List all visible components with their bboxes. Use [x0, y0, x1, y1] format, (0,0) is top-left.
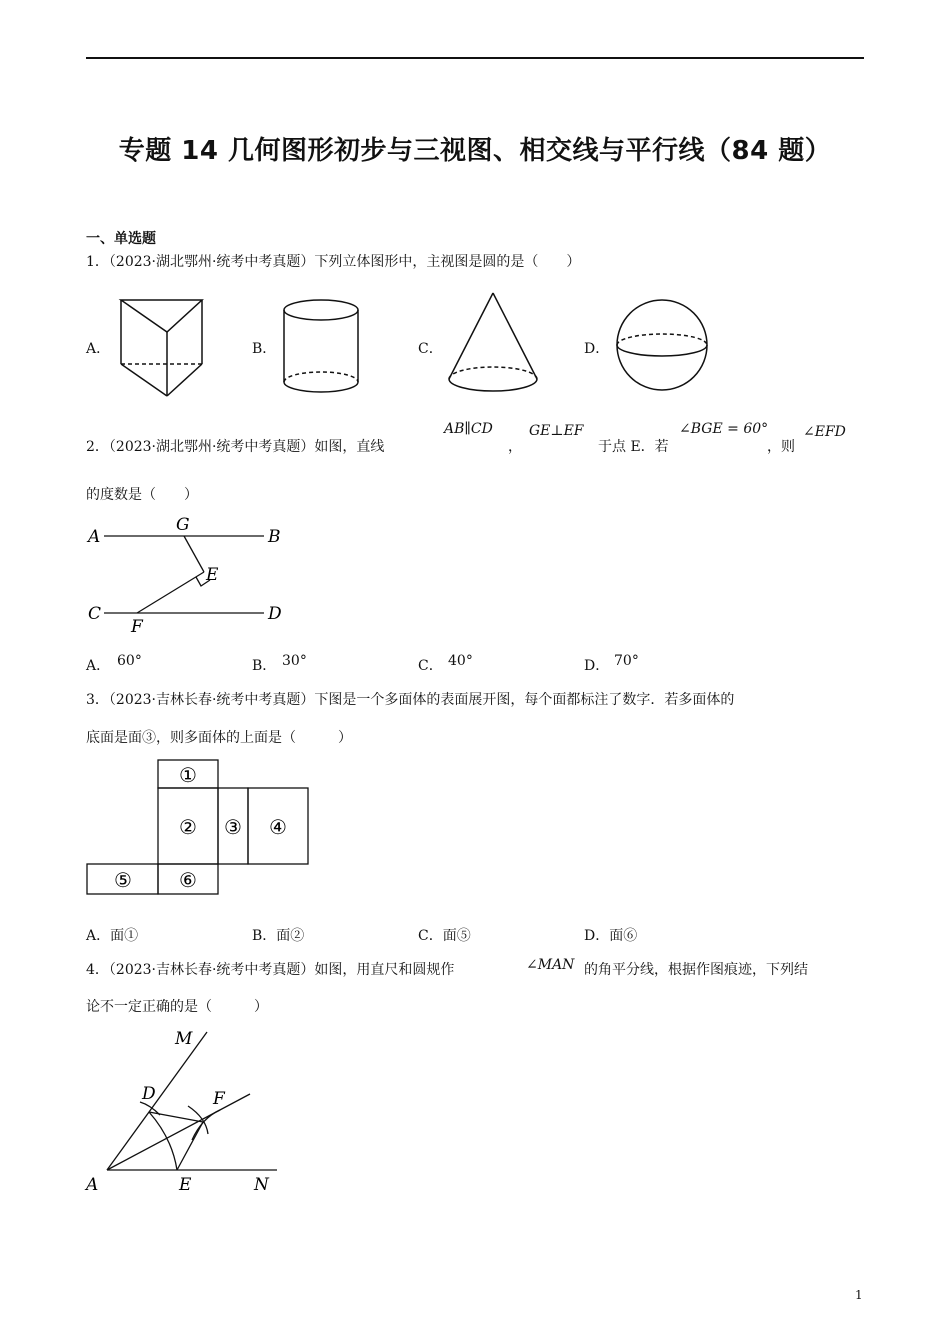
- q2-label-d: D: [268, 604, 282, 624]
- q4-text-part1: 4．（2023·吉林长春·统考中考真题）如图，用直尺和圆规作: [86, 962, 455, 978]
- q1-option-b-label[interactable]: B．: [252, 341, 277, 357]
- q1-cone-figure: [444, 290, 544, 400]
- q4-label-a: A: [86, 1175, 99, 1195]
- q1-option-d-label[interactable]: D．: [584, 341, 610, 357]
- page-title: 专题 14 几何图形初步与三视图、相交线与平行线（84 题）: [118, 136, 832, 166]
- q4-label-f: F: [213, 1089, 225, 1109]
- q2-option-d-label[interactable]: D．: [584, 658, 610, 674]
- q2-text-part1: 2．（2023·湖北鄂州·统考中考真题）如图，直线: [86, 439, 385, 455]
- q2-text-part3: ，则: [767, 439, 795, 455]
- q3-face-4: ④: [269, 815, 287, 839]
- q4-text-part2: 的角平分线，根据作图痕迹，下列结: [584, 962, 808, 978]
- q4-text-line2: 论不一定正确的是（ ）: [86, 999, 268, 1015]
- q2-text-part4: 的度数是（ ）: [86, 487, 198, 503]
- q3-option-a[interactable]: A．面①: [86, 928, 139, 944]
- q2-label-g: G: [176, 515, 190, 535]
- q3-text-line1: 3．（2023·吉林长春·统考中考真题）下图是一个多面体的表面展开图，每个面都标注了数字．若多面体的: [86, 692, 735, 708]
- q3-net-figure: [86, 758, 312, 898]
- q1-prism-figure: [112, 292, 212, 402]
- section-title: 一、单选题: [86, 231, 156, 247]
- q2-math-perpendicular: GE⊥EF: [529, 423, 584, 439]
- q3-face-1: ①: [179, 763, 197, 787]
- page-number: 1: [855, 1288, 863, 1302]
- q3-option-b[interactable]: B．面②: [252, 928, 305, 944]
- q4-label-d: D: [142, 1084, 156, 1104]
- q3-face-5: ⑤: [114, 868, 132, 892]
- q2-option-b-value[interactable]: 30°: [282, 653, 307, 669]
- q1-option-c-label[interactable]: C．: [418, 341, 443, 357]
- q4-angle-bisector-figure: [80, 1022, 300, 1202]
- q4-label-n: N: [254, 1175, 269, 1195]
- q1-sphere-figure: [612, 298, 712, 394]
- q2-math-angle-efd: ∠EFD: [803, 424, 846, 440]
- q2-math-angle-bge: ∠BGE = 60°: [679, 421, 769, 437]
- q2-text-part2: 于点 E．若: [598, 439, 669, 455]
- q2-label-f: F: [131, 617, 143, 637]
- q1-cylinder-figure: [278, 292, 368, 402]
- q3-option-c[interactable]: C．面⑤: [418, 928, 471, 944]
- q2-label-e: E: [206, 565, 219, 585]
- q2-math-parallel: AB∥CD: [444, 421, 493, 437]
- q2-comma: ，: [508, 439, 522, 455]
- q2-parallel-lines-figure: [82, 512, 302, 642]
- q1-option-a-label[interactable]: A．: [86, 341, 111, 357]
- q4-label-e: E: [179, 1175, 192, 1195]
- q2-option-d-value[interactable]: 70°: [614, 653, 639, 669]
- q2-label-b: B: [268, 527, 281, 547]
- q2-option-a-value[interactable]: 60°: [117, 653, 142, 669]
- q3-face-6: ⑥: [179, 868, 197, 892]
- q2-option-c-label[interactable]: C．: [418, 658, 443, 674]
- q3-text-line2: 底面是面③，则多面体的上面是（ ）: [86, 730, 352, 746]
- header-rule: [86, 57, 864, 59]
- q2-option-b-label[interactable]: B．: [252, 658, 277, 674]
- q2-option-a-label[interactable]: A．: [86, 658, 111, 674]
- q3-face-2: ②: [179, 815, 197, 839]
- q3-face-3: ③: [224, 815, 242, 839]
- q2-label-c: C: [88, 604, 102, 624]
- q3-option-d[interactable]: D．面⑥: [584, 928, 638, 944]
- q4-label-m: M: [175, 1029, 193, 1049]
- q1-text: 1．（2023·湖北鄂州·统考中考真题）下列立体图形中，主视图是圆的是（ ）: [86, 254, 581, 270]
- q2-label-a: A: [88, 527, 101, 547]
- q2-option-c-value[interactable]: 40°: [448, 653, 473, 669]
- q4-math-angle-man: ∠MAN: [526, 957, 575, 973]
